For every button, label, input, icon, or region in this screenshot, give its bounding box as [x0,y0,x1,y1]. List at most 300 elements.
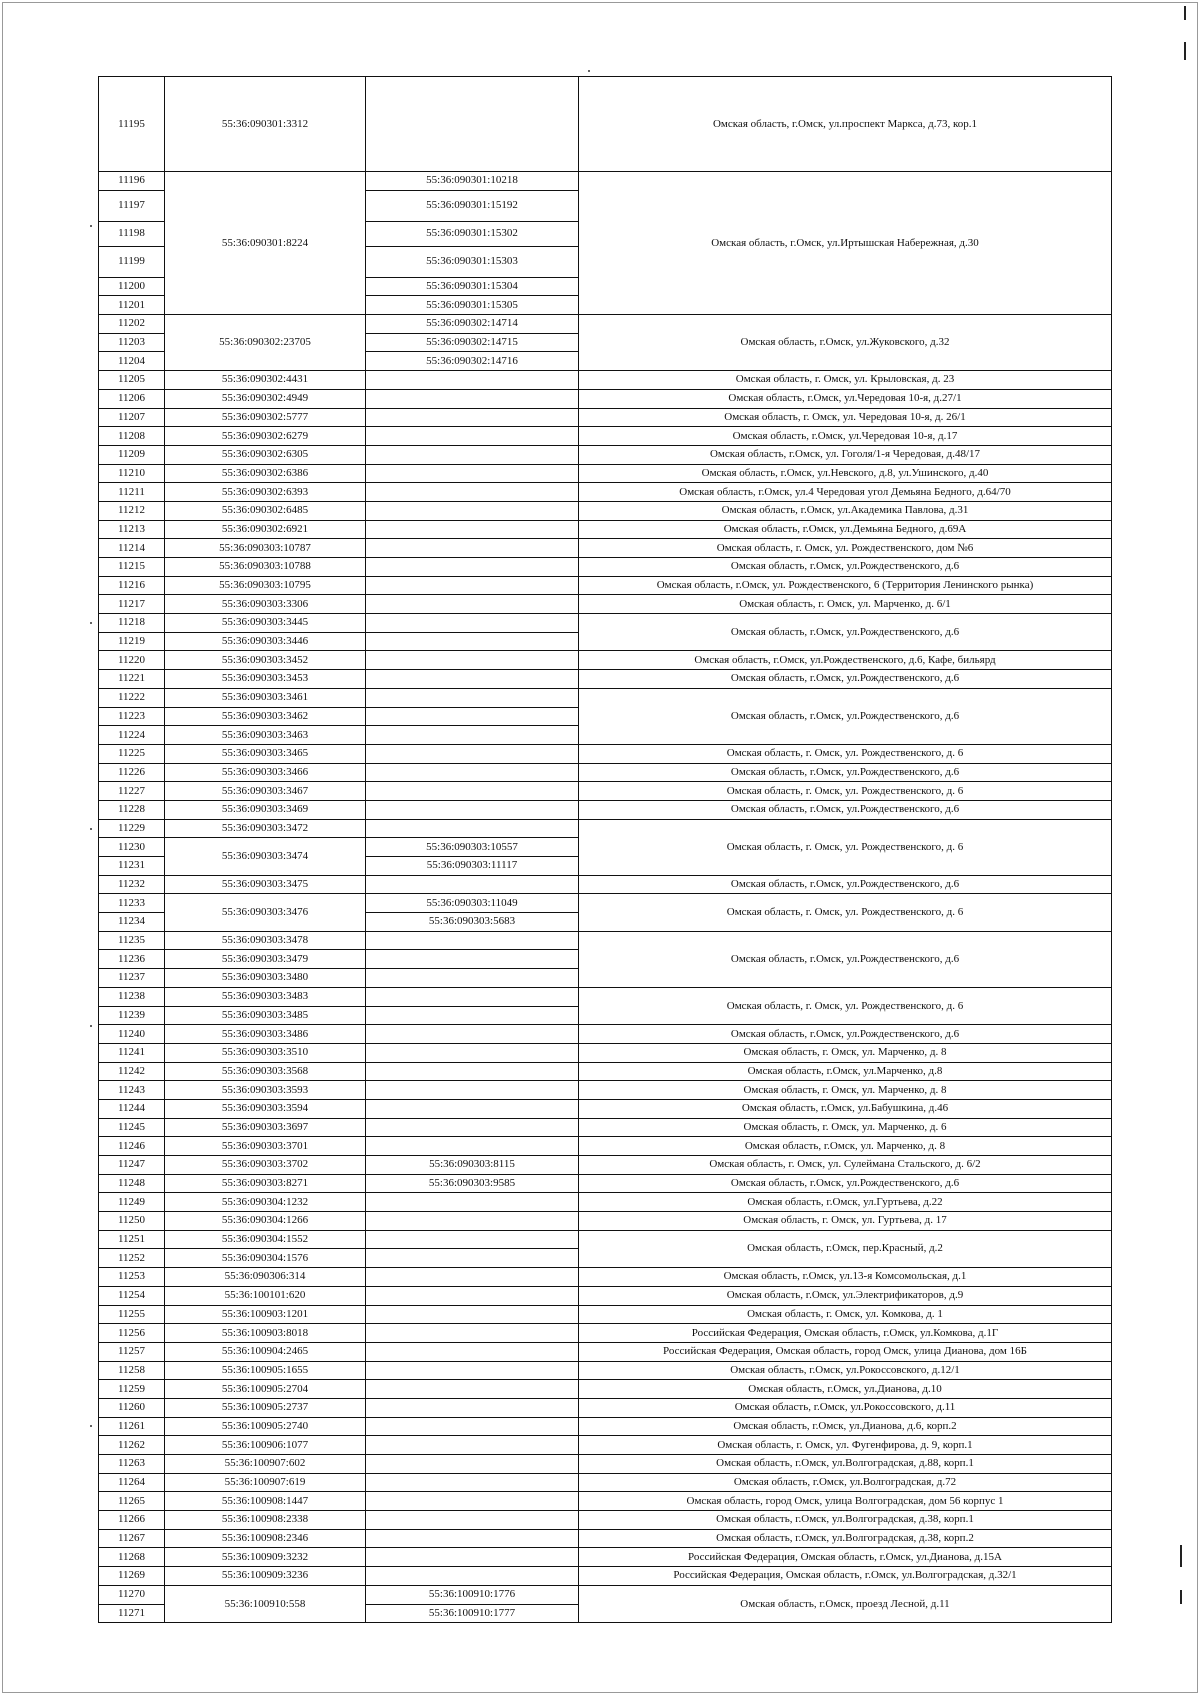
cadastral-number-cell: 55:36:090306:314 [165,1268,366,1287]
included-object-cell [366,1417,579,1436]
table-row [99,1305,1112,1324]
row-number-cell: 11239 [99,1006,165,1025]
cadastral-number-cell: 55:36:090303:3510 [165,1043,366,1062]
row-number-cell: 11203 [99,333,165,352]
row-number-cell: 11196 [99,172,165,191]
scan-artifact [588,70,590,72]
address-cell: Омская область, г.Омск, ул.Рождественского, д.6 [579,558,1112,577]
included-object-cell [366,744,579,763]
cadastral-number-cell: 55:36:100905:1655 [165,1361,366,1380]
row-number-cell: 11213 [99,520,165,539]
row-number-cell: 11238 [99,987,165,1006]
address-cell: Российская Федерация, Омская область, г.Омск, ул.Комкова, д.1Г [579,1324,1112,1343]
row-number-cell: 11243 [99,1081,165,1100]
row-number-cell: 11263 [99,1455,165,1474]
table-row [99,1398,1112,1417]
table-row [99,1417,1112,1436]
address-cell: Омская область, г.Омск, ул. Марченко, д. 8 [579,1137,1112,1156]
included-object-cell [366,1324,579,1343]
cadastral-number-cell: 55:36:090303:3485 [165,1006,366,1025]
cadastral-number-cell: 55:36:100101:620 [165,1286,366,1305]
row-number-cell: 11224 [99,726,165,745]
address-cell: Омская область, г.Омск, пер.Красный, д.2 [579,1230,1112,1267]
address-cell: Омская область, г.Омск, ул.Иртышская Набережная, д.30 [579,172,1112,315]
address-cell: Омская область, г. Омск, ул. Марченко, д. 6 [579,1118,1112,1137]
address-cell: Омская область, г.Омск, ул.Чередовая 10-я, д.27/1 [579,389,1112,408]
row-number-cell: 11226 [99,763,165,782]
included-object-cell: 55:36:090303:5683 [366,913,579,932]
table-row [99,539,1112,558]
row-number-cell: 11268 [99,1548,165,1567]
included-object-cell [366,1212,579,1231]
table-row [99,782,1112,801]
cadastral-number-cell: 55:36:090303:10788 [165,558,366,577]
cadastral-registry-table [98,76,1112,1623]
table-row [99,987,1112,1006]
included-object-cell [366,950,579,969]
cadastral-number-cell: 55:36:100910:558 [165,1585,366,1622]
table-row [99,1548,1112,1567]
address-cell: Омская область, г.Омск, ул.Рождественского, д.6 [579,800,1112,819]
row-number-cell: 11240 [99,1025,165,1044]
table-row [99,670,1112,689]
cadastral-number-cell: 55:36:090303:3568 [165,1062,366,1081]
table-row [99,1137,1112,1156]
address-cell: Омская область, г. Омск, ул. Чередовая 10-я, д. 26/1 [579,408,1112,427]
table-row [99,1230,1112,1249]
included-object-cell [366,1342,579,1361]
table-row [99,651,1112,670]
cadastral-number-cell: 55:36:090302:4949 [165,389,366,408]
table-row [99,875,1112,894]
address-cell: Омская область, г. Омск, ул. Фугенфирова, д. 9, корп.1 [579,1436,1112,1455]
table-row [99,1212,1112,1231]
address-cell: Омская область, г. Омск, ул. Марченко, д. 8 [579,1081,1112,1100]
row-number-cell: 11264 [99,1473,165,1492]
row-number-cell: 11200 [99,277,165,296]
row-number-cell: 11214 [99,539,165,558]
row-number-cell: 11262 [99,1436,165,1455]
address-cell: Омская область, г. Омск, ул. Крыловская, д. 23 [579,371,1112,390]
scan-artifact [1180,1590,1182,1604]
row-number-cell: 11233 [99,894,165,913]
row-number-cell: 11205 [99,371,165,390]
included-object-cell [366,1286,579,1305]
row-number-cell: 11204 [99,352,165,371]
cadastral-number-cell: 55:36:090303:3462 [165,707,366,726]
scan-artifact [90,828,92,830]
address-cell: Омская область, город Омск, улица Волгоградская, дом 56 корпус 1 [579,1492,1112,1511]
scan-artifact [90,622,92,624]
address-cell: Омская область, г.Омск, ул.Бабушкина, д.46 [579,1099,1112,1118]
included-object-cell: 55:36:090302:14715 [366,333,579,352]
address-cell: Омская область, г.Омск, ул.Рождественского, д.6 [579,614,1112,651]
included-object-cell [366,1062,579,1081]
cadastral-number-cell: 55:36:090303:3701 [165,1137,366,1156]
row-number-cell: 11250 [99,1212,165,1231]
included-object-cell [366,576,579,595]
included-object-cell [366,1380,579,1399]
address-cell: Омская область, г. Омск, ул. Рождественского, д. 6 [579,987,1112,1024]
row-number-cell: 11219 [99,632,165,651]
row-number-cell: 11217 [99,595,165,614]
row-number-cell: 11255 [99,1305,165,1324]
row-number-cell: 11244 [99,1099,165,1118]
included-object-cell [366,1043,579,1062]
address-cell: Омская область, г.Омск, проезд Лесной, д.11 [579,1585,1112,1622]
included-object-cell [366,688,579,707]
row-number-cell: 11256 [99,1324,165,1343]
address-cell: Омская область, г.Омск, ул.Рождественского, д.6 [579,763,1112,782]
included-object-cell [366,1436,579,1455]
address-cell: Омская область, г.Омск, ул.Чередовая 10-я, д.17 [579,427,1112,446]
cadastral-number-cell: 55:36:090301:3312 [165,77,366,172]
row-number-cell: 11210 [99,464,165,483]
row-number-cell: 11223 [99,707,165,726]
table-row [99,1268,1112,1287]
row-number-cell: 11254 [99,1286,165,1305]
cadastral-number-cell: 55:36:090303:3306 [165,595,366,614]
included-object-cell [366,558,579,577]
included-object-cell [366,875,579,894]
cadastral-number-cell: 55:36:090303:3474 [165,838,366,875]
cadastral-number-cell: 55:36:090302:6305 [165,445,366,464]
row-number-cell: 11201 [99,296,165,315]
row-number-cell: 11202 [99,315,165,334]
scan-artifact [1184,6,1186,20]
cadastral-number-cell: 55:36:090303:3593 [165,1081,366,1100]
address-cell: Омская область, г. Омск, ул. Марченко, д. 6/1 [579,595,1112,614]
address-cell: Омская область, г.Омск, ул.Марченко, д.8 [579,1062,1112,1081]
row-number-cell: 11252 [99,1249,165,1268]
address-cell: Омская область, г. Омск, ул. Сулеймана Стальского, д. 6/2 [579,1156,1112,1175]
table-row [99,1062,1112,1081]
row-number-cell: 11237 [99,969,165,988]
table-row [99,1436,1112,1455]
included-object-cell: 55:36:090303:11117 [366,857,579,876]
scan-artifact [90,225,92,227]
cadastral-number-cell: 55:36:100908:2346 [165,1529,366,1548]
included-object-cell [366,1025,579,1044]
row-number-cell: 11249 [99,1193,165,1212]
address-cell: Омская область, г.Омск, ул.Рождественского, д.6 [579,1025,1112,1044]
cadastral-number-cell: 55:36:090302:6386 [165,464,366,483]
row-number-cell: 11218 [99,614,165,633]
address-cell: Омская область, г.Омск, ул.Волгоградская, д.38, корп.2 [579,1529,1112,1548]
row-number-cell: 11229 [99,819,165,838]
cadastral-number-cell: 55:36:090303:8271 [165,1174,366,1193]
address-cell: Российская Федерация, Омская область, г.Омск, ул.Дианова, д.15А [579,1548,1112,1567]
included-object-cell [366,1268,579,1287]
cadastral-number-cell: 55:36:100905:2737 [165,1398,366,1417]
cadastral-number-cell: 55:36:090303:3475 [165,875,366,894]
included-object-cell [366,1305,579,1324]
included-object-cell [366,1567,579,1586]
row-number-cell: 11261 [99,1417,165,1436]
table-row [99,1567,1112,1586]
included-object-cell [366,389,579,408]
cadastral-number-cell: 55:36:090304:1576 [165,1249,366,1268]
included-object-cell [366,445,579,464]
included-object-cell [366,651,579,670]
address-cell: Омская область, г. Омск, ул. Комкова, д. 1 [579,1305,1112,1324]
row-number-cell: 11215 [99,558,165,577]
included-object-cell [366,1249,579,1268]
cadastral-number-cell: 55:36:090303:3476 [165,894,366,931]
table-row [99,1043,1112,1062]
table-row [99,595,1112,614]
row-number-cell: 11207 [99,408,165,427]
table-row [99,408,1112,427]
table-row [99,1025,1112,1044]
included-object-cell [366,987,579,1006]
table-row [99,520,1112,539]
address-cell: Омская область, г. Омск, ул. Марченко, д. 8 [579,1043,1112,1062]
cadastral-number-cell: 55:36:100904:2465 [165,1342,366,1361]
cadastral-number-cell: 55:36:100903:1201 [165,1305,366,1324]
row-number-cell: 11198 [99,221,165,246]
included-object-cell [366,1492,579,1511]
address-cell: Омская область, г.Омск, ул.Невского, д.8, ул.Ушинского, д.40 [579,464,1112,483]
address-cell: Омская область, г.Омск, ул.проспект Маркса, д.73, кор.1 [579,77,1112,172]
row-number-cell: 11231 [99,857,165,876]
address-cell: Омская область, г.Омск, ул.Жуковского, д.32 [579,315,1112,371]
included-object-cell [366,800,579,819]
table-row [99,445,1112,464]
cadastral-number-cell: 55:36:090303:3594 [165,1099,366,1118]
registry-table-body [99,77,1112,1623]
cadastral-number-cell: 55:36:090303:3453 [165,670,366,689]
row-number-cell: 11265 [99,1492,165,1511]
table-row [99,77,1112,172]
included-object-cell [366,931,579,950]
included-object-cell: 55:36:090301:15192 [366,190,579,221]
address-cell: Омская область, г.Омск, ул.Академика Павлова, д.31 [579,501,1112,520]
table-row [99,1455,1112,1474]
row-number-cell: 11260 [99,1398,165,1417]
table-row [99,614,1112,633]
included-object-cell [366,464,579,483]
included-object-cell [366,371,579,390]
included-object-cell [366,1529,579,1548]
address-cell: Омская область, г. Омск, ул. Гуртьева, д. 17 [579,1212,1112,1231]
included-object-cell [366,1118,579,1137]
included-object-cell [366,726,579,745]
table-row [99,558,1112,577]
cadastral-number-cell: 55:36:090301:8224 [165,172,366,315]
table-row [99,1081,1112,1100]
address-cell: Омская область, г.Омск, ул.Дианова, д.10 [579,1380,1112,1399]
row-number-cell: 11220 [99,651,165,670]
scan-artifact [90,1425,92,1427]
address-cell: Омская область, г.Омск, ул.Рождественского, д.6 [579,875,1112,894]
scan-artifact [90,1025,92,1027]
row-number-cell: 11266 [99,1511,165,1530]
row-number-cell: 11246 [99,1137,165,1156]
cadastral-number-cell: 55:36:090303:3469 [165,800,366,819]
included-object-cell [366,969,579,988]
address-cell: Омская область, г.Омск, ул.13-я Комсомольская, д.1 [579,1268,1112,1287]
cadastral-number-cell: 55:36:090303:3466 [165,763,366,782]
table-row [99,819,1112,838]
included-object-cell [366,483,579,502]
cadastral-number-cell: 55:36:100907:602 [165,1455,366,1474]
table-row [99,1193,1112,1212]
included-object-cell: 55:36:090303:11049 [366,894,579,913]
address-cell: Омская область, г.Омск, ул.Электрификаторов, д.9 [579,1286,1112,1305]
address-cell: Омская область, г.Омск, ул.Дианова, д.6, корп.2 [579,1417,1112,1436]
included-object-cell: 55:36:090302:14716 [366,352,579,371]
table-row [99,1529,1112,1548]
scan-artifact [1184,42,1186,60]
row-number-cell: 11206 [99,389,165,408]
address-cell: Омская область, г.Омск, ул.Гуртьева, д.22 [579,1193,1112,1212]
address-cell: Омская область, г.Омск, ул.Волгоградская, д.88, корп.1 [579,1455,1112,1474]
included-object-cell: 55:36:100910:1777 [366,1604,579,1623]
cadastral-number-cell: 55:36:090303:3486 [165,1025,366,1044]
address-cell: Омская область, г.Омск, ул.Рокоссовского, д.12/1 [579,1361,1112,1380]
address-cell: Российская Федерация, Омская область, г.Омск, ул.Волгоградская, д.32/1 [579,1567,1112,1586]
row-number-cell: 11212 [99,501,165,520]
cadastral-number-cell: 55:36:090303:3452 [165,651,366,670]
included-object-cell [366,1361,579,1380]
included-object-cell [366,1455,579,1474]
included-object-cell [366,77,579,172]
cadastral-number-cell: 55:36:090303:3697 [165,1118,366,1137]
cadastral-number-cell: 55:36:100903:8018 [165,1324,366,1343]
included-object-cell [366,1230,579,1249]
table-row [99,1380,1112,1399]
included-object-cell [366,1193,579,1212]
included-object-cell: 55:36:090301:15305 [366,296,579,315]
included-object-cell [366,520,579,539]
row-number-cell: 11253 [99,1268,165,1287]
row-number-cell: 11251 [99,1230,165,1249]
table-row [99,1511,1112,1530]
table-row [99,1286,1112,1305]
table-row [99,1342,1112,1361]
cadastral-number-cell: 55:36:090302:5777 [165,408,366,427]
row-number-cell: 11228 [99,800,165,819]
cadastral-number-cell: 55:36:100906:1077 [165,1436,366,1455]
row-number-cell: 11232 [99,875,165,894]
cadastral-number-cell: 55:36:090303:3461 [165,688,366,707]
included-object-cell: 55:36:090302:14714 [366,315,579,334]
cadastral-number-cell: 55:36:090303:3446 [165,632,366,651]
row-number-cell: 11199 [99,246,165,277]
address-cell: Омская область, г.Омск, ул.Волгоградская, д.38, корп.1 [579,1511,1112,1530]
included-object-cell [366,1099,579,1118]
cadastral-number-cell: 55:36:090303:3702 [165,1156,366,1175]
row-number-cell: 11234 [99,913,165,932]
cadastral-number-cell: 55:36:100908:1447 [165,1492,366,1511]
included-object-cell [366,427,579,446]
included-object-cell [366,670,579,689]
row-number-cell: 11208 [99,427,165,446]
table-row [99,1585,1112,1604]
row-number-cell: 11259 [99,1380,165,1399]
table-row [99,389,1112,408]
row-number-cell: 11222 [99,688,165,707]
included-object-cell [366,1511,579,1530]
row-number-cell: 11257 [99,1342,165,1361]
cadastral-number-cell: 55:36:090302:6279 [165,427,366,446]
row-number-cell: 11270 [99,1585,165,1604]
address-cell: Омская область, г.Омск, ул.Рокоссовского, д.11 [579,1398,1112,1417]
row-number-cell: 11269 [99,1567,165,1586]
cadastral-number-cell: 55:36:090303:3479 [165,950,366,969]
included-object-cell: 55:36:090301:15302 [366,221,579,246]
row-number-cell: 11197 [99,190,165,221]
included-object-cell [366,501,579,520]
cadastral-number-cell: 55:36:090303:3445 [165,614,366,633]
address-cell: Омская область, г.Омск, ул.Рождественского, д.6 [579,688,1112,744]
row-number-cell: 11235 [99,931,165,950]
included-object-cell [366,782,579,801]
included-object-cell [366,1081,579,1100]
table-row [99,1156,1112,1175]
address-cell: Омская область, г.Омск, ул.4 Чередовая угол Демьяна Бедного, д.64/70 [579,483,1112,502]
included-object-cell [366,614,579,633]
row-number-cell: 11247 [99,1156,165,1175]
included-object-cell: 55:36:090301:15303 [366,246,579,277]
address-cell: Омская область, г.Омск, ул. Рождественского, 6 (Территория Ленинского рынка) [579,576,1112,595]
address-cell: Омская область, г. Омск, ул. Рождественского, д. 6 [579,819,1112,875]
row-number-cell: 11209 [99,445,165,464]
cadastral-number-cell: 55:36:090303:3463 [165,726,366,745]
included-object-cell [366,632,579,651]
cadastral-number-cell: 55:36:100905:2740 [165,1417,366,1436]
included-object-cell: 55:36:090303:8115 [366,1156,579,1175]
included-object-cell [366,1548,579,1567]
row-number-cell: 11271 [99,1604,165,1623]
address-cell: Омская область, г. Омск, ул. Рождественского, д. 6 [579,782,1112,801]
address-cell: Омская область, г. Омск, ул. Рождественского, д. 6 [579,744,1112,763]
included-object-cell [366,408,579,427]
address-cell: Омская область, г. Омск, ул. Рождественского, дом №6 [579,539,1112,558]
address-cell: Омская область, г.Омск, ул.Волгоградская, д.72 [579,1473,1112,1492]
cadastral-number-cell: 55:36:100905:2704 [165,1380,366,1399]
table-row [99,315,1112,334]
row-number-cell: 11248 [99,1174,165,1193]
row-number-cell: 11227 [99,782,165,801]
included-object-cell [366,1473,579,1492]
cadastral-number-cell: 55:36:090302:4431 [165,371,366,390]
address-cell: Омская область, г.Омск, ул.Рождественского, д.6 [579,931,1112,987]
cadastral-number-cell: 55:36:090302:6921 [165,520,366,539]
table-row [99,894,1112,913]
table-row [99,800,1112,819]
row-number-cell: 11211 [99,483,165,502]
table-row [99,483,1112,502]
cadastral-number-cell: 55:36:100909:3232 [165,1548,366,1567]
cadastral-number-cell: 55:36:090303:3472 [165,819,366,838]
included-object-cell: 55:36:090301:10218 [366,172,579,191]
table-row [99,688,1112,707]
cadastral-number-cell: 55:36:100908:2338 [165,1511,366,1530]
row-number-cell: 11216 [99,576,165,595]
included-object-cell [366,1398,579,1417]
cadastral-number-cell: 55:36:090303:3483 [165,987,366,1006]
table-row [99,1361,1112,1380]
cadastral-number-cell: 55:36:090303:3478 [165,931,366,950]
scan-artifact [1180,1545,1182,1567]
included-object-cell [366,595,579,614]
included-object-cell [366,1137,579,1156]
included-object-cell: 55:36:090303:9585 [366,1174,579,1193]
row-number-cell: 11195 [99,77,165,172]
table-row [99,1174,1112,1193]
